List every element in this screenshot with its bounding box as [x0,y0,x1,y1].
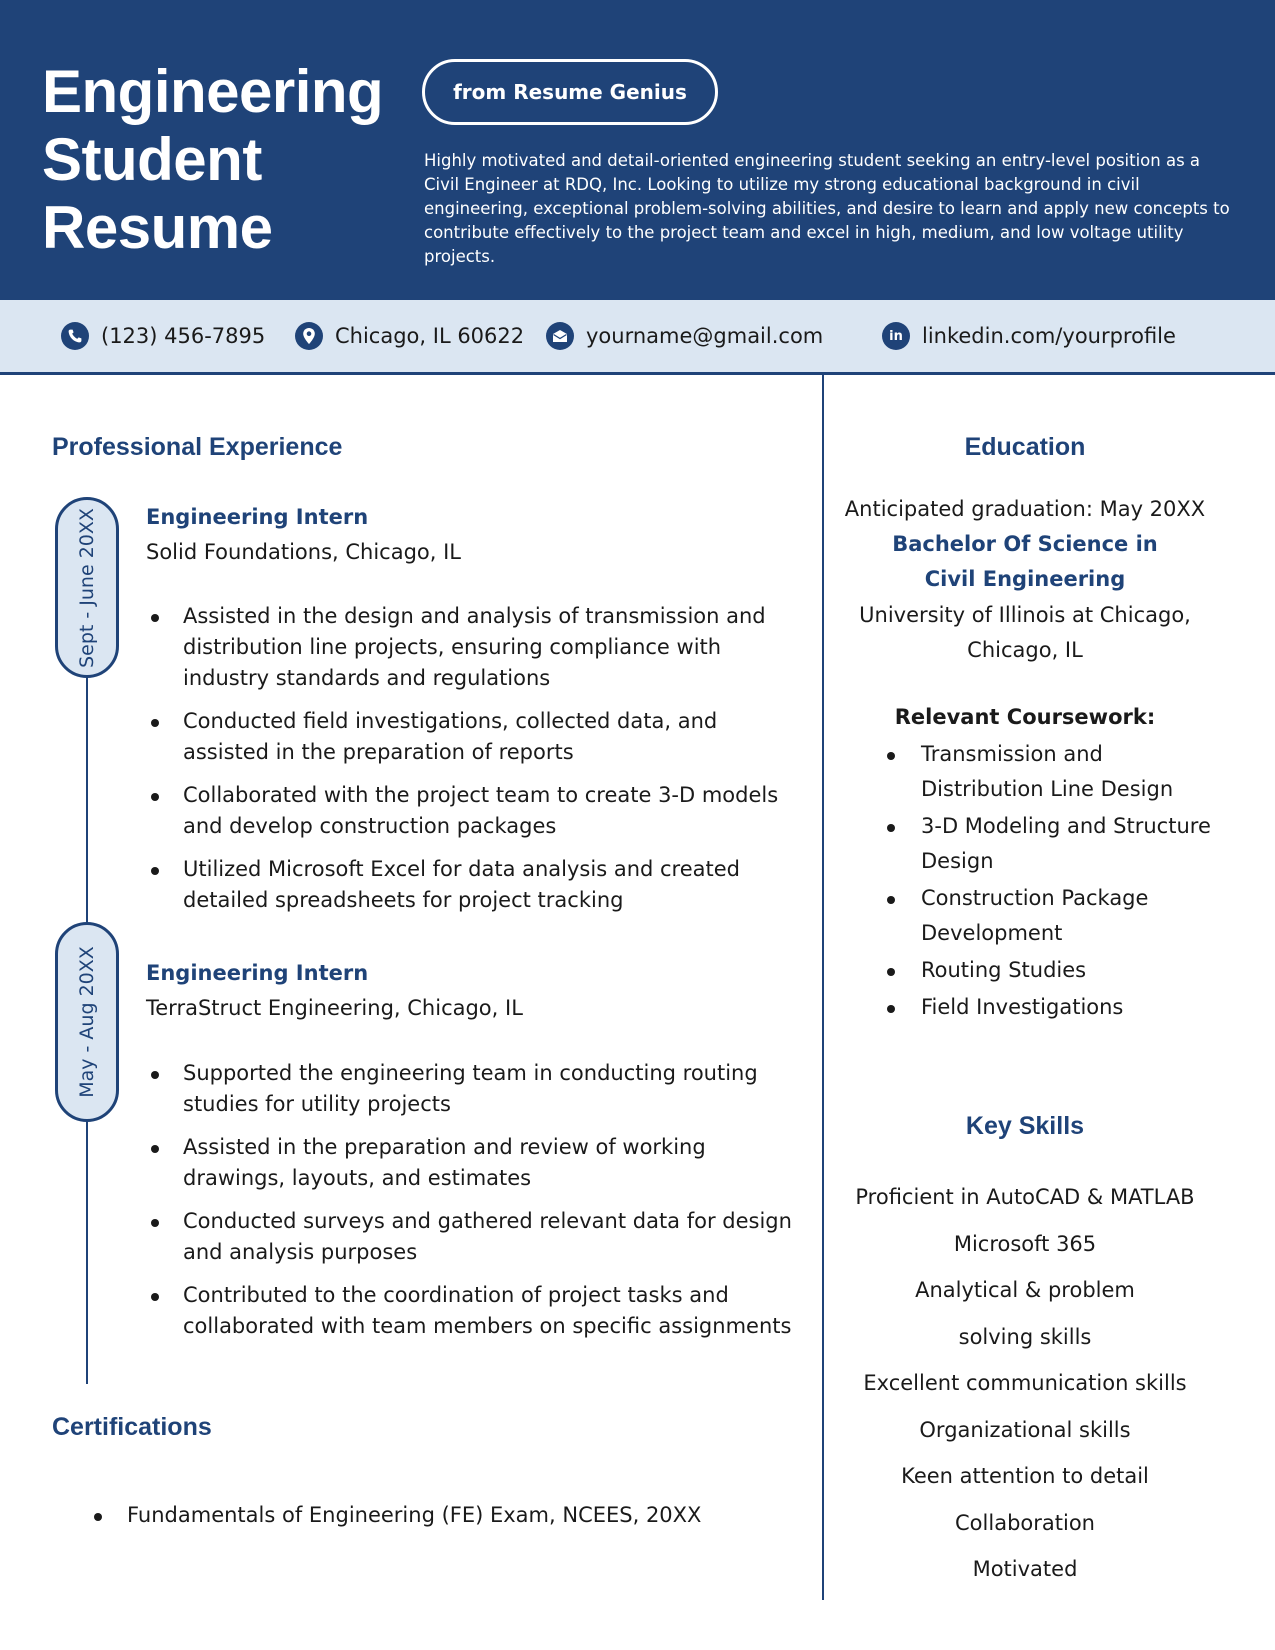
list-item: Conducted field investigations, collected data, and assisted in the preparation of reports [183,706,808,768]
job-1-title: Engineering Intern [146,505,369,529]
contact-bar [0,300,1275,375]
date-pill-job-1 [55,497,119,678]
location-pin-icon [295,322,323,350]
contact-linkedin [882,300,1176,372]
coursework-heading: Relevant Coursework: [894,705,1156,729]
list-item: Fundamentals of Engineering (FE) Exam, NCEES, 20XX [127,1500,807,1531]
job-2-title: Engineering Intern [146,961,369,985]
list-item: Assisted in the preparation and review of working drawings, layouts, and estimates [183,1132,808,1194]
header-banner [0,0,1275,300]
job-2-dates: May - Aug 20XX [76,946,98,1098]
contact-phone [61,300,265,372]
skills-heading: Key Skills [965,1112,1085,1140]
education-degree: Bachelor Of Science in Civil Engineering [892,532,1158,591]
column-divider [822,372,824,1600]
email-link[interactable]: yourname@gmail.com [586,324,824,348]
resume-title-line-1: Engineering [42,58,384,125]
list-item: Construction Package Development [921,881,1221,951]
job-1-bullets [183,601,808,928]
list-item: Transmission and Distribution Line Design [921,737,1221,807]
list-item: Keen attention to detail [901,1464,1149,1488]
list-item: Collaboration [955,1510,1095,1535]
certifications-list [127,1500,807,1531]
contact-email [546,300,823,372]
location-text: Chicago, IL 60622 [335,324,525,348]
job-2-company: TerraStruct Engineering, Chicago, IL [146,996,523,1020]
education-heading: Education [964,433,1086,461]
job-1-company: Solid Foundations, Chicago, IL [146,540,462,564]
list-item: Routing Studies [921,953,1221,988]
linkedin-glyph: in [889,328,903,344]
list-item: Utilized Microsoft Excel for data analysis and created detailed spreadsheets for project tracking [183,854,808,916]
list-item: Motivated [972,1557,1078,1581]
list-item: 3-D Modeling and Structure Design [921,809,1221,879]
coursework-list [921,737,1221,1027]
resume-title-line-3: Resume [42,194,273,261]
job-1-dates: Sept - June 20XX [76,507,98,668]
mail-icon [546,322,574,350]
linkedin-link[interactable]: linkedin.com/yourprofile [922,324,1176,348]
list-item: Microsoft 365 [953,1231,1097,1256]
list-item: Field Investigations [921,990,1221,1025]
summary-text: Highly motivated and detail-oriented engineering student seeking an entry-level position as a Civil Engineer at RDQ, Inc. Looking to utilize my strong educational background in civil engineering, exceptional problem-solving abilities, and desire to learn and apply new concepts to contribute effectively to the project team and excel in high, medium, and low voltage utility projects. [424,151,1230,266]
phone-text: (123) 456-7895 [101,324,266,348]
resume-title-line-2: Student [42,126,262,193]
list-item: Analytical & problem solving skills [915,1278,1135,1349]
list-item: Conducted surveys and gathered relevant data for design and analysis purposes [183,1206,808,1268]
list-item: Organizational skills [919,1417,1131,1442]
list-item: Supported the engineering team in conducting routing studies for utility projects [183,1058,808,1120]
contact-location [295,300,524,372]
list-item: Proficient in AutoCAD & MATLAB [855,1185,1195,1209]
list-item: Contributed to the coordination of project tasks and collaborated with team members on specific assignments [183,1280,808,1342]
education-graduation: Anticipated graduation: May 20XX [844,497,1206,521]
list-item: Collaborated with the project team to create 3-D models and develop construction packages [183,780,808,842]
experience-heading: Professional Experience [52,433,343,461]
resume-genius-badge[interactable] [422,59,718,125]
list-item: Excellent communication skills [863,1371,1187,1395]
job-2-bullets [183,1058,808,1354]
date-pill-job-2 [55,922,119,1122]
linkedin-icon [882,322,910,350]
badge-label: from Resume Genius [453,80,687,104]
skills-list [840,1174,1210,1593]
phone-icon [61,322,89,350]
certifications-heading: Certifications [52,1413,212,1441]
list-item: Assisted in the design and analysis of transmission and distribution line projects, ensuring compliance with industry standards and regulations [183,601,808,694]
education-school: University of Illinois at Chicago, Chicago, IL [859,603,1191,662]
